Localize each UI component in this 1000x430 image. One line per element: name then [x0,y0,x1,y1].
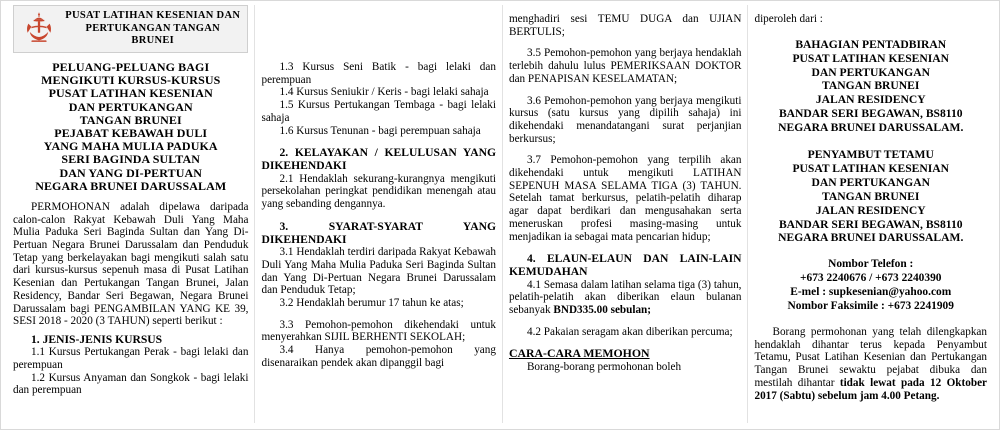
main-heading-line: DAN PERTUKANGAN [68,99,193,114]
deadline-text: tidak lewat pada 12 Oktober 2017 (Sabtu) sebelum jam 4.00 Petang. [754,376,987,402]
address-line: TANGAN BRUNEI [822,79,920,93]
address-line: DAN PERTUKANGAN [811,65,930,79]
address-line: BAHAGIAN PENTADBIRAN [795,37,947,51]
course-item-1-6: 1.6 Kursus Tenunan - bagi perempuan sahaja [279,124,481,137]
item-3-1: 3.1 Hendaklah terdiri daripada Rakyat Kebawah Duli Yang Maha Mulia Paduka Seri Baginda Sultan dan Yang Di-Pertuan Negara Brunei Darussalam dan Penduduk Tetap; [261,246,496,297]
main-heading-line: SERI BAGINDA SULTAN [61,152,201,167]
item-4-1 [509,279,742,317]
address-line: JALAN RESIDENCY [815,93,926,107]
main-heading-line: DAN YANG DI-PERTUAN [59,165,203,180]
item-3-6: 3.6 Pemohon-pemohon yang berjaya mengikuti kursus (satu kursus yang dipilih sahaja) ini dikehendaki menandatangani surat perjanjian berkursus; [508,94,742,145]
address-line: BANDAR SERI BEGAWAN, BS8110 [778,217,963,231]
course-item-1-3: 1.3 Kursus Seni Batik - bagi lelaki dan perempuan [261,61,496,86]
address-line: PUSAT LATIHAN KESENIAN [792,161,950,175]
main-heading-line: PELUANG-PELUANG BAGI [52,60,210,74]
cara-memohon-text: Borang-borang permohonan boleh [526,361,682,374]
column-4 [747,5,993,423]
section-3-heading: 3. SYARAT-SYARAT YANG DIKEHENDAKI [261,219,496,246]
address-block-penyambut-tetamu [754,148,987,245]
address-line: BANDAR SERI BEGAWAN, BS8110 [778,107,963,121]
item-3-7: 3.7 Pemohon-pemohon yang terpilih akan dikehendaki untuk mengikuti LATIHAN SEPENUH MASA SELAMA TIGA (3) TAHUN. Setelah tamat berkursus, pelatih-pelatih diharap agar dapat berdikari dan mengusahakan serta meneruskan profesi masing-masing untuk menjadikan ia sebagai mata pencarian hidup; [508,154,742,243]
allowance-amount: BND335.00 sebulan; [553,304,652,317]
address-line: JALAN RESIDENCY [815,203,926,217]
column-3 [502,5,748,423]
fax-number: Nombor Faksimile : +673 2241909 [787,300,954,313]
item-2-1: 2.1 Hendaklah sekurang-kurangnya mengikuti persekolahan peringkat pendidikan menengah atau yang sebanding dengannya. [261,172,496,211]
main-heading-line: MENGIKUTI KURSUS-KURSUS [41,73,221,88]
closing-paragraph [754,326,987,402]
item-3-4: 3.4 Hanya pemohon-pemohon yang disenaraikan pendek akan dipanggil bagi [261,344,496,369]
main-heading [13,61,248,193]
item-3-3: 3.3 Pemohon-pemohon dikehendaki untuk menyerahkan SIJIL BERHENTI SEKOLAH; [261,318,496,344]
main-heading-line: TANGAN BRUNEI [79,112,182,127]
column-1 [7,5,254,423]
address-line: NEGARA BRUNEI DARUSSALAM. [778,121,964,135]
intro-paragraph: PERMOHONAN adalah dipelawa daripada calon-calon Rakyat Kebawah Duli Yang Maha Mulia Paduka Seri Baginda Sultan dan Yang Di-Pertuan Negara Brunei Darussalam dan Penduduk Tetap yang berkelayakan bagi mengikuti salah satu dari kursus-kursus sepenuh masa di Pusat Latihan Kesenian dan Pertukangan Tangan Brunei, Jalan Residency, Bandar Seri Begawan, Negara Brunei Darussalam bagi PENGAMBILAN YANG KE 39, SESI 2018 - 2020 (3 TAHUN) seperti berikut : [13,200,249,328]
masthead-title [64,10,247,48]
address-line: TANGAN BRUNEI [822,189,920,203]
item-4-1-text: 4.1 Semasa dalam latihan selama tiga (3) tahun, pelatih-pelatih akan diberikan elaun bulanan sebanyak [508,278,742,317]
address-line: DAN PERTUKANGAN [811,175,930,189]
section-1-heading: 1. JENIS-JENIS KURSUS [31,332,163,346]
closing-text: Borang permohonan yang telah dilengkapkan hendaklah dihantar terus kepada Penyambut Tetamu, Pusat Latihan Kesenian dan Pertukangan Tangan Brunei sewaktu pejabat dibuka dan mestilah dihantar [754,326,987,389]
main-heading-line: PUSAT LATIHAN KESENIAN [48,86,213,101]
main-heading-line: YANG MAHA MULIA PADUKA [43,139,218,154]
section-2-heading: 2. KELAYAKAN / KELULUSAN YANG DIKEHENDAKI [261,146,496,173]
phone-label: Nombor Telefon : [828,258,914,271]
course-item-1-1: 1.1 Kursus Pertukangan Perak - bagi lelaki dan perempuan [13,346,249,371]
column-container [7,5,993,423]
phone-numbers: +673 2240676 / +673 2240390 [800,272,942,285]
item-3-4-continued: menghadiri sesi TEMU DUGA dan UJIAN BERTULIS; [508,13,742,38]
item-4-2: 4.2 Pakaian seragam akan diberikan percuma; [526,325,733,338]
address-block-pentadbiran [754,38,987,135]
contact-block [754,258,987,314]
masthead-title-line1: PUSAT LATIHAN KESENIAN DAN [65,9,241,21]
masthead-title-line2: PERTUKANGAN TANGAN BRUNEI [85,22,220,47]
masthead [13,5,248,53]
course-item-1-2: 1.2 Kursus Anyaman dan Songkok - bagi lelaki dan perempuan [13,371,249,397]
item-3-2: 3.2 Hendaklah berumur 17 tahun ke atas; [279,296,464,309]
address-line: PENYAMBUT TETAMU [807,148,934,162]
item-3-5: 3.5 Pemohon-pemohon yang berjaya hendaklah terlebih dahulu lulus PEMERIKSAAN DOKTOR dan PENAPISAN KESELAMATAN; [508,47,742,85]
email-address: E-mel : supkesenian@yahoo.com [790,286,952,299]
course-item-1-4: 1.4 Kursus Seniukir / Keris - bagi lelaki sahaja [279,86,489,99]
brunei-crest-icon [14,7,64,51]
address-line: NEGARA BRUNEI DARUSSALAM. [778,231,964,245]
course-item-1-5: 1.5 Kursus Pertukangan Tembaga - bagi lelaki sahaja [261,99,496,124]
column-2 [254,5,501,423]
diperoleh-text: diperoleh dari : [754,13,823,25]
address-line: PUSAT LATIHAN KESENIAN [792,51,950,65]
main-heading-line: PEJABAT KEBAWAH DULI [54,125,208,140]
cara-memohon-heading: CARA-CARA MEMOHON [508,346,650,361]
section-4-heading: 4. ELAUN-ELAUN DAN LAIN-LAIN KEMUDAHAN [508,252,742,279]
main-heading-line: NEGARA BRUNEI DARUSSALAM [35,178,227,193]
